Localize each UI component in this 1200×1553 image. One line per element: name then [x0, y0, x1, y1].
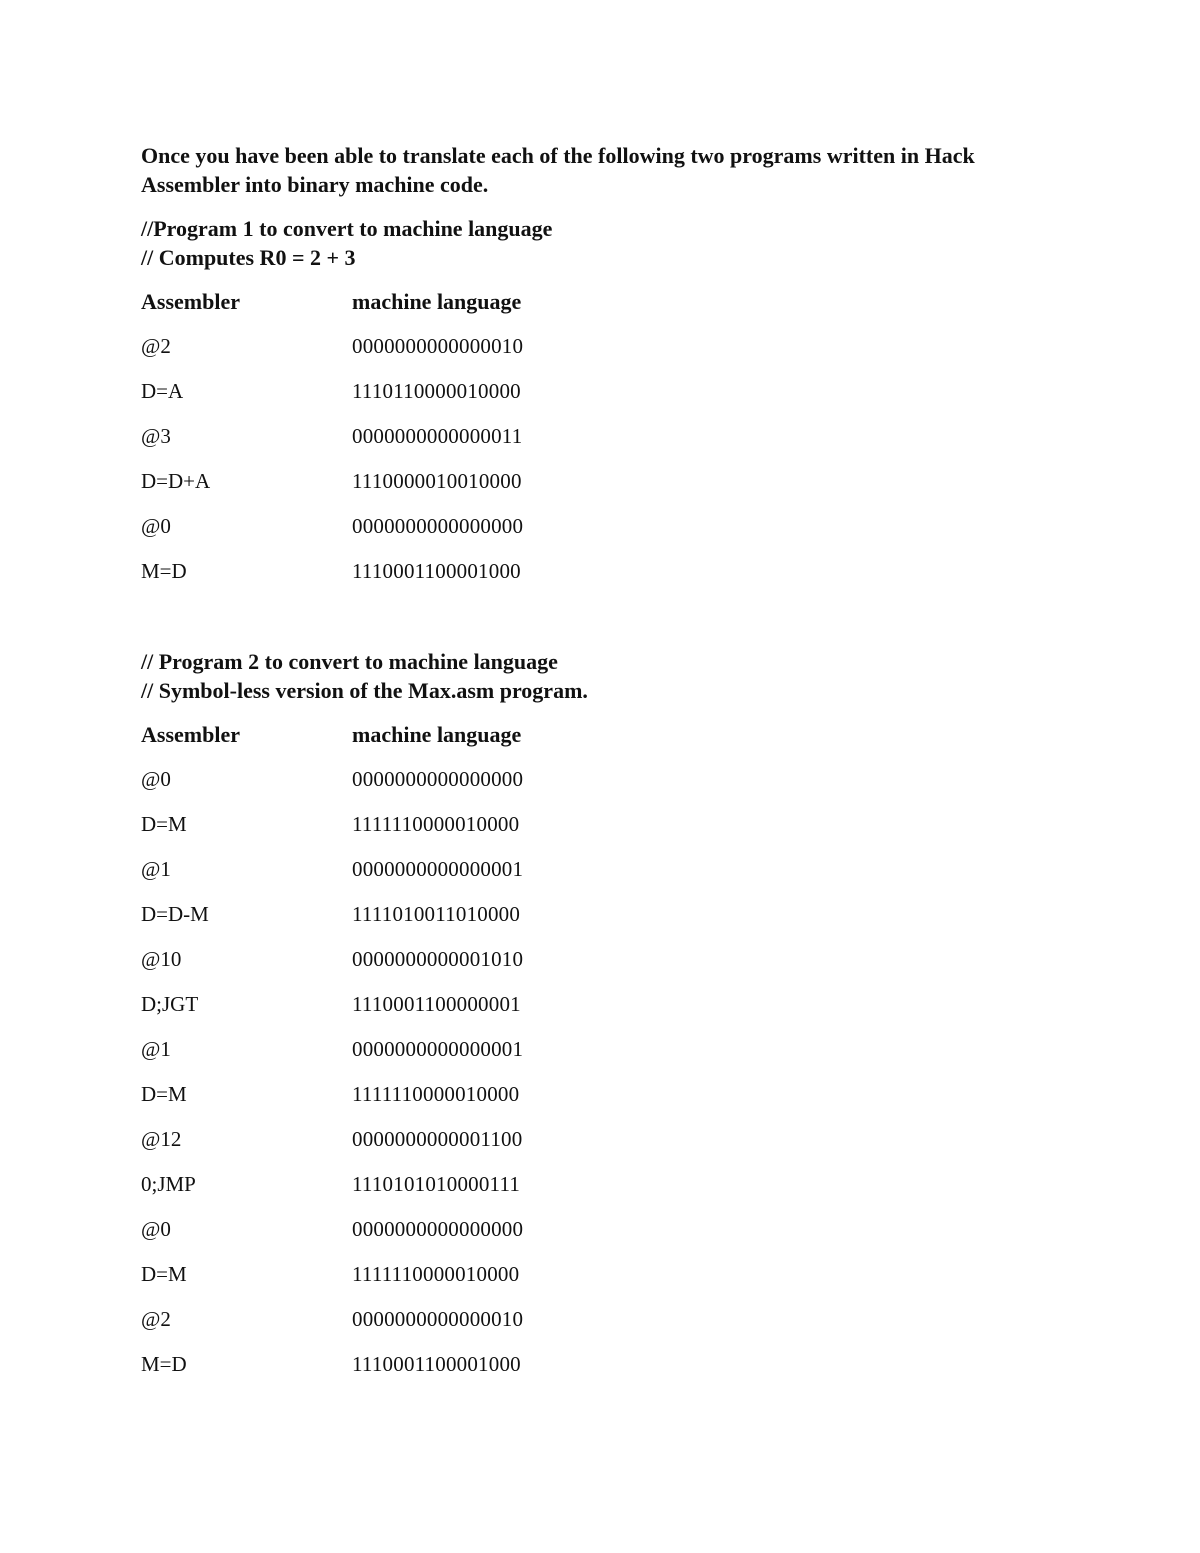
table-row	[141, 422, 1051, 467]
machine-code: 0000000000000011	[352, 424, 523, 448]
assembler-instruction: @0	[141, 767, 171, 791]
program2-comment-title: // Program 2 to convert to machine language	[141, 649, 558, 674]
table-row	[141, 1215, 1051, 1260]
machine-code: 0000000000000000	[352, 767, 524, 791]
machine-code: 0000000000000000	[352, 1217, 524, 1241]
machine-code: 0000000000000001	[352, 1037, 524, 1061]
machine-code: 1110001100001000	[352, 559, 521, 583]
table-row	[141, 1305, 1051, 1350]
table-row	[141, 765, 1051, 810]
table-row	[141, 557, 1051, 602]
machine-code: 0000000000000001	[352, 857, 524, 881]
machine-code: 1111110000010000	[352, 1082, 520, 1106]
assembler-instruction: D=D+A	[141, 469, 211, 493]
program2-comments	[141, 647, 1051, 705]
assembler-instruction: @1	[141, 857, 171, 881]
machine-code: 0000000000001010	[352, 947, 524, 971]
intro-line-1: Once you have been able to translate each of the following two programs written in Hack	[141, 143, 975, 168]
assembler-instruction: D=M	[141, 1262, 187, 1286]
table-row	[141, 990, 1051, 1035]
document-content	[141, 141, 1051, 1395]
assembler-instruction: @3	[141, 424, 171, 448]
machine-code: 0000000000001100	[352, 1127, 523, 1151]
program2-table	[141, 765, 1051, 1395]
assembler-instruction: D;JGT	[141, 992, 199, 1016]
assembler-instruction: @10	[141, 947, 182, 971]
program1-comment-title: //Program 1 to convert to machine language	[141, 216, 553, 241]
table-row	[141, 1260, 1051, 1305]
machine-code: 1110110000010000	[352, 379, 521, 403]
program1-comments	[141, 214, 1051, 272]
assembler-instruction: @2	[141, 1307, 171, 1331]
table-row	[141, 467, 1051, 512]
assembler-instruction: @12	[141, 1127, 182, 1151]
assembler-instruction: 0;JMP	[141, 1172, 196, 1196]
machine-code: 1110001100001000	[352, 1352, 521, 1376]
table-row	[141, 810, 1051, 855]
machine-code: 1111110000010000	[352, 1262, 520, 1286]
machine-code: 0000000000000010	[352, 334, 524, 358]
section-spacer	[141, 602, 1051, 647]
table-row	[141, 1080, 1051, 1125]
assembler-instruction: @0	[141, 1217, 171, 1241]
assembler-instruction: D=A	[141, 379, 184, 403]
table-row	[141, 945, 1051, 990]
program2-table-header	[141, 721, 1051, 765]
table-row	[141, 377, 1051, 422]
table-row	[141, 1350, 1051, 1395]
assembler-instruction: D=M	[141, 1082, 187, 1106]
intro-line-2: Assembler into binary machine code.	[141, 172, 489, 197]
table-row	[141, 855, 1051, 900]
table-row	[141, 512, 1051, 557]
program2-header-machine: machine language	[352, 722, 522, 747]
assembler-instruction: M=D	[141, 559, 187, 583]
machine-code: 0000000000000010	[352, 1307, 524, 1331]
program2-header-assembler: Assembler	[141, 722, 240, 747]
program1-header-machine: machine language	[352, 289, 522, 314]
machine-code: 1110101010000111	[352, 1172, 521, 1196]
machine-code: 0000000000000000	[352, 514, 524, 538]
assembler-instruction: @1	[141, 1037, 171, 1061]
table-row	[141, 1035, 1051, 1080]
table-row	[141, 332, 1051, 377]
program1-table	[141, 332, 1051, 602]
program1-header-assembler: Assembler	[141, 289, 240, 314]
assembler-instruction: @0	[141, 514, 171, 538]
table-row	[141, 900, 1051, 945]
assembler-instruction: D=M	[141, 812, 187, 836]
machine-code: 1110000010010000	[352, 469, 522, 493]
program1-comment-desc: // Computes R0 = 2 + 3	[141, 245, 356, 270]
program2-comment-desc: // Symbol-less version of the Max.asm program.	[141, 678, 588, 703]
program1-table-header	[141, 288, 1051, 332]
intro-paragraph	[141, 141, 1051, 199]
machine-code: 1111010011010000	[352, 902, 521, 926]
machine-code: 1111110000010000	[352, 812, 520, 836]
assembler-instruction: M=D	[141, 1352, 187, 1376]
assembler-instruction: D=D-M	[141, 902, 209, 926]
machine-code: 1110001100000001	[352, 992, 521, 1016]
table-row	[141, 1170, 1051, 1215]
assembler-instruction: @2	[141, 334, 171, 358]
table-row	[141, 1125, 1051, 1170]
